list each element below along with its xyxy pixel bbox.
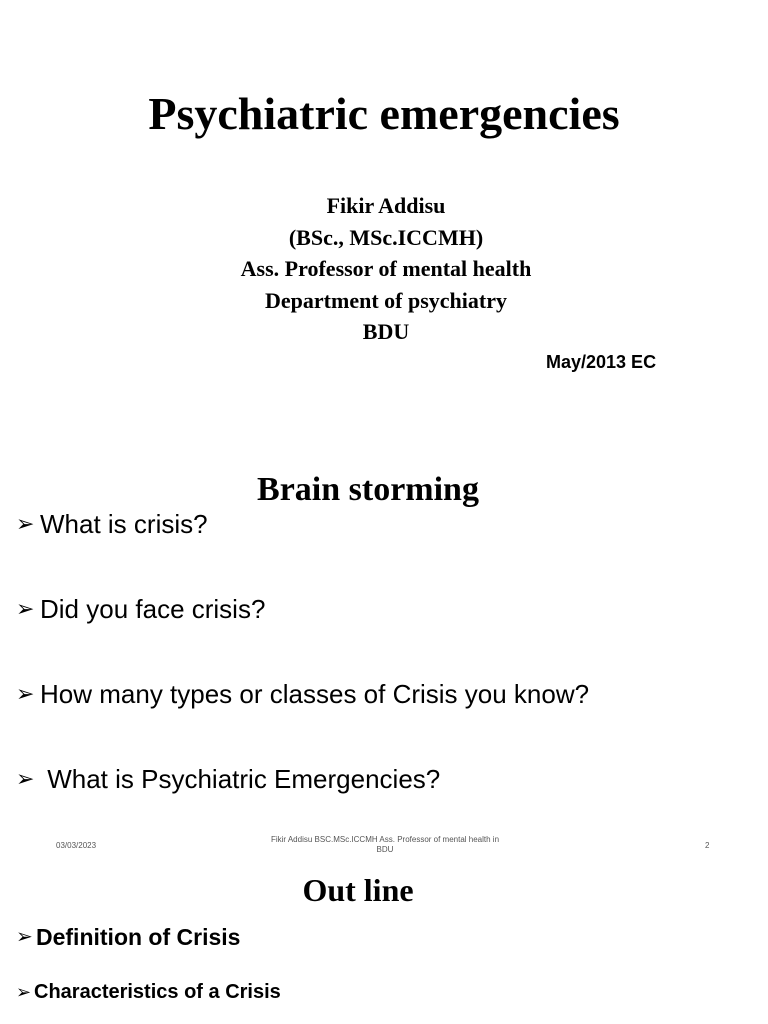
footer-date: 03/03/2023 — [56, 841, 97, 850]
author-block — [0, 190, 768, 348]
bullet-item — [16, 592, 265, 626]
bullet-text: Did you face crisis? — [40, 594, 266, 624]
bullet-text: Characteristics of a Crisis — [34, 981, 281, 1003]
bullet-item — [16, 507, 208, 541]
slide-title: Psychiatric emergencies — [148, 88, 620, 139]
arrow-bullet-icon: ➢ — [16, 982, 32, 1002]
bullet-text: What is Psychiatric Emergencies? — [40, 764, 441, 794]
bullet-text: How many types or classes of Crisis you know? — [40, 679, 590, 709]
author-name: Fikir Addisu — [326, 193, 446, 218]
bullet-text: What is crisis? — [40, 509, 208, 539]
author-department: Department of psychiatry — [265, 287, 507, 313]
footer-author — [240, 835, 530, 855]
author-degrees: (BSc., MSc.ICCMH) — [288, 224, 484, 250]
bullet-item — [16, 677, 589, 711]
presentation-date: May/2013 EC — [546, 352, 657, 372]
author-institution: BDU — [362, 319, 410, 344]
arrow-bullet-icon: ➢ — [16, 766, 35, 791]
footer-author-line: BDU — [376, 845, 394, 854]
arrow-bullet-icon: ➢ — [16, 596, 35, 621]
arrow-bullet-icon: ➢ — [16, 681, 35, 706]
bullet-item — [16, 762, 440, 796]
bullet-item — [16, 921, 240, 953]
page-number: 2 — [705, 841, 710, 850]
section-heading-outline: Out line — [302, 872, 414, 908]
footer-author-line: Fikir Addisu BSC.MSc.ICCMH Ass. Professor of mental health in — [270, 835, 500, 844]
section-heading-brainstorming: Brain storming — [257, 471, 479, 508]
author-position: Ass. Professor of mental health — [240, 256, 532, 281]
bullet-text: Definition of Crisis — [36, 924, 241, 950]
arrow-bullet-icon: ➢ — [16, 511, 35, 536]
bullet-item — [16, 978, 281, 1006]
arrow-bullet-icon: ➢ — [16, 926, 33, 948]
